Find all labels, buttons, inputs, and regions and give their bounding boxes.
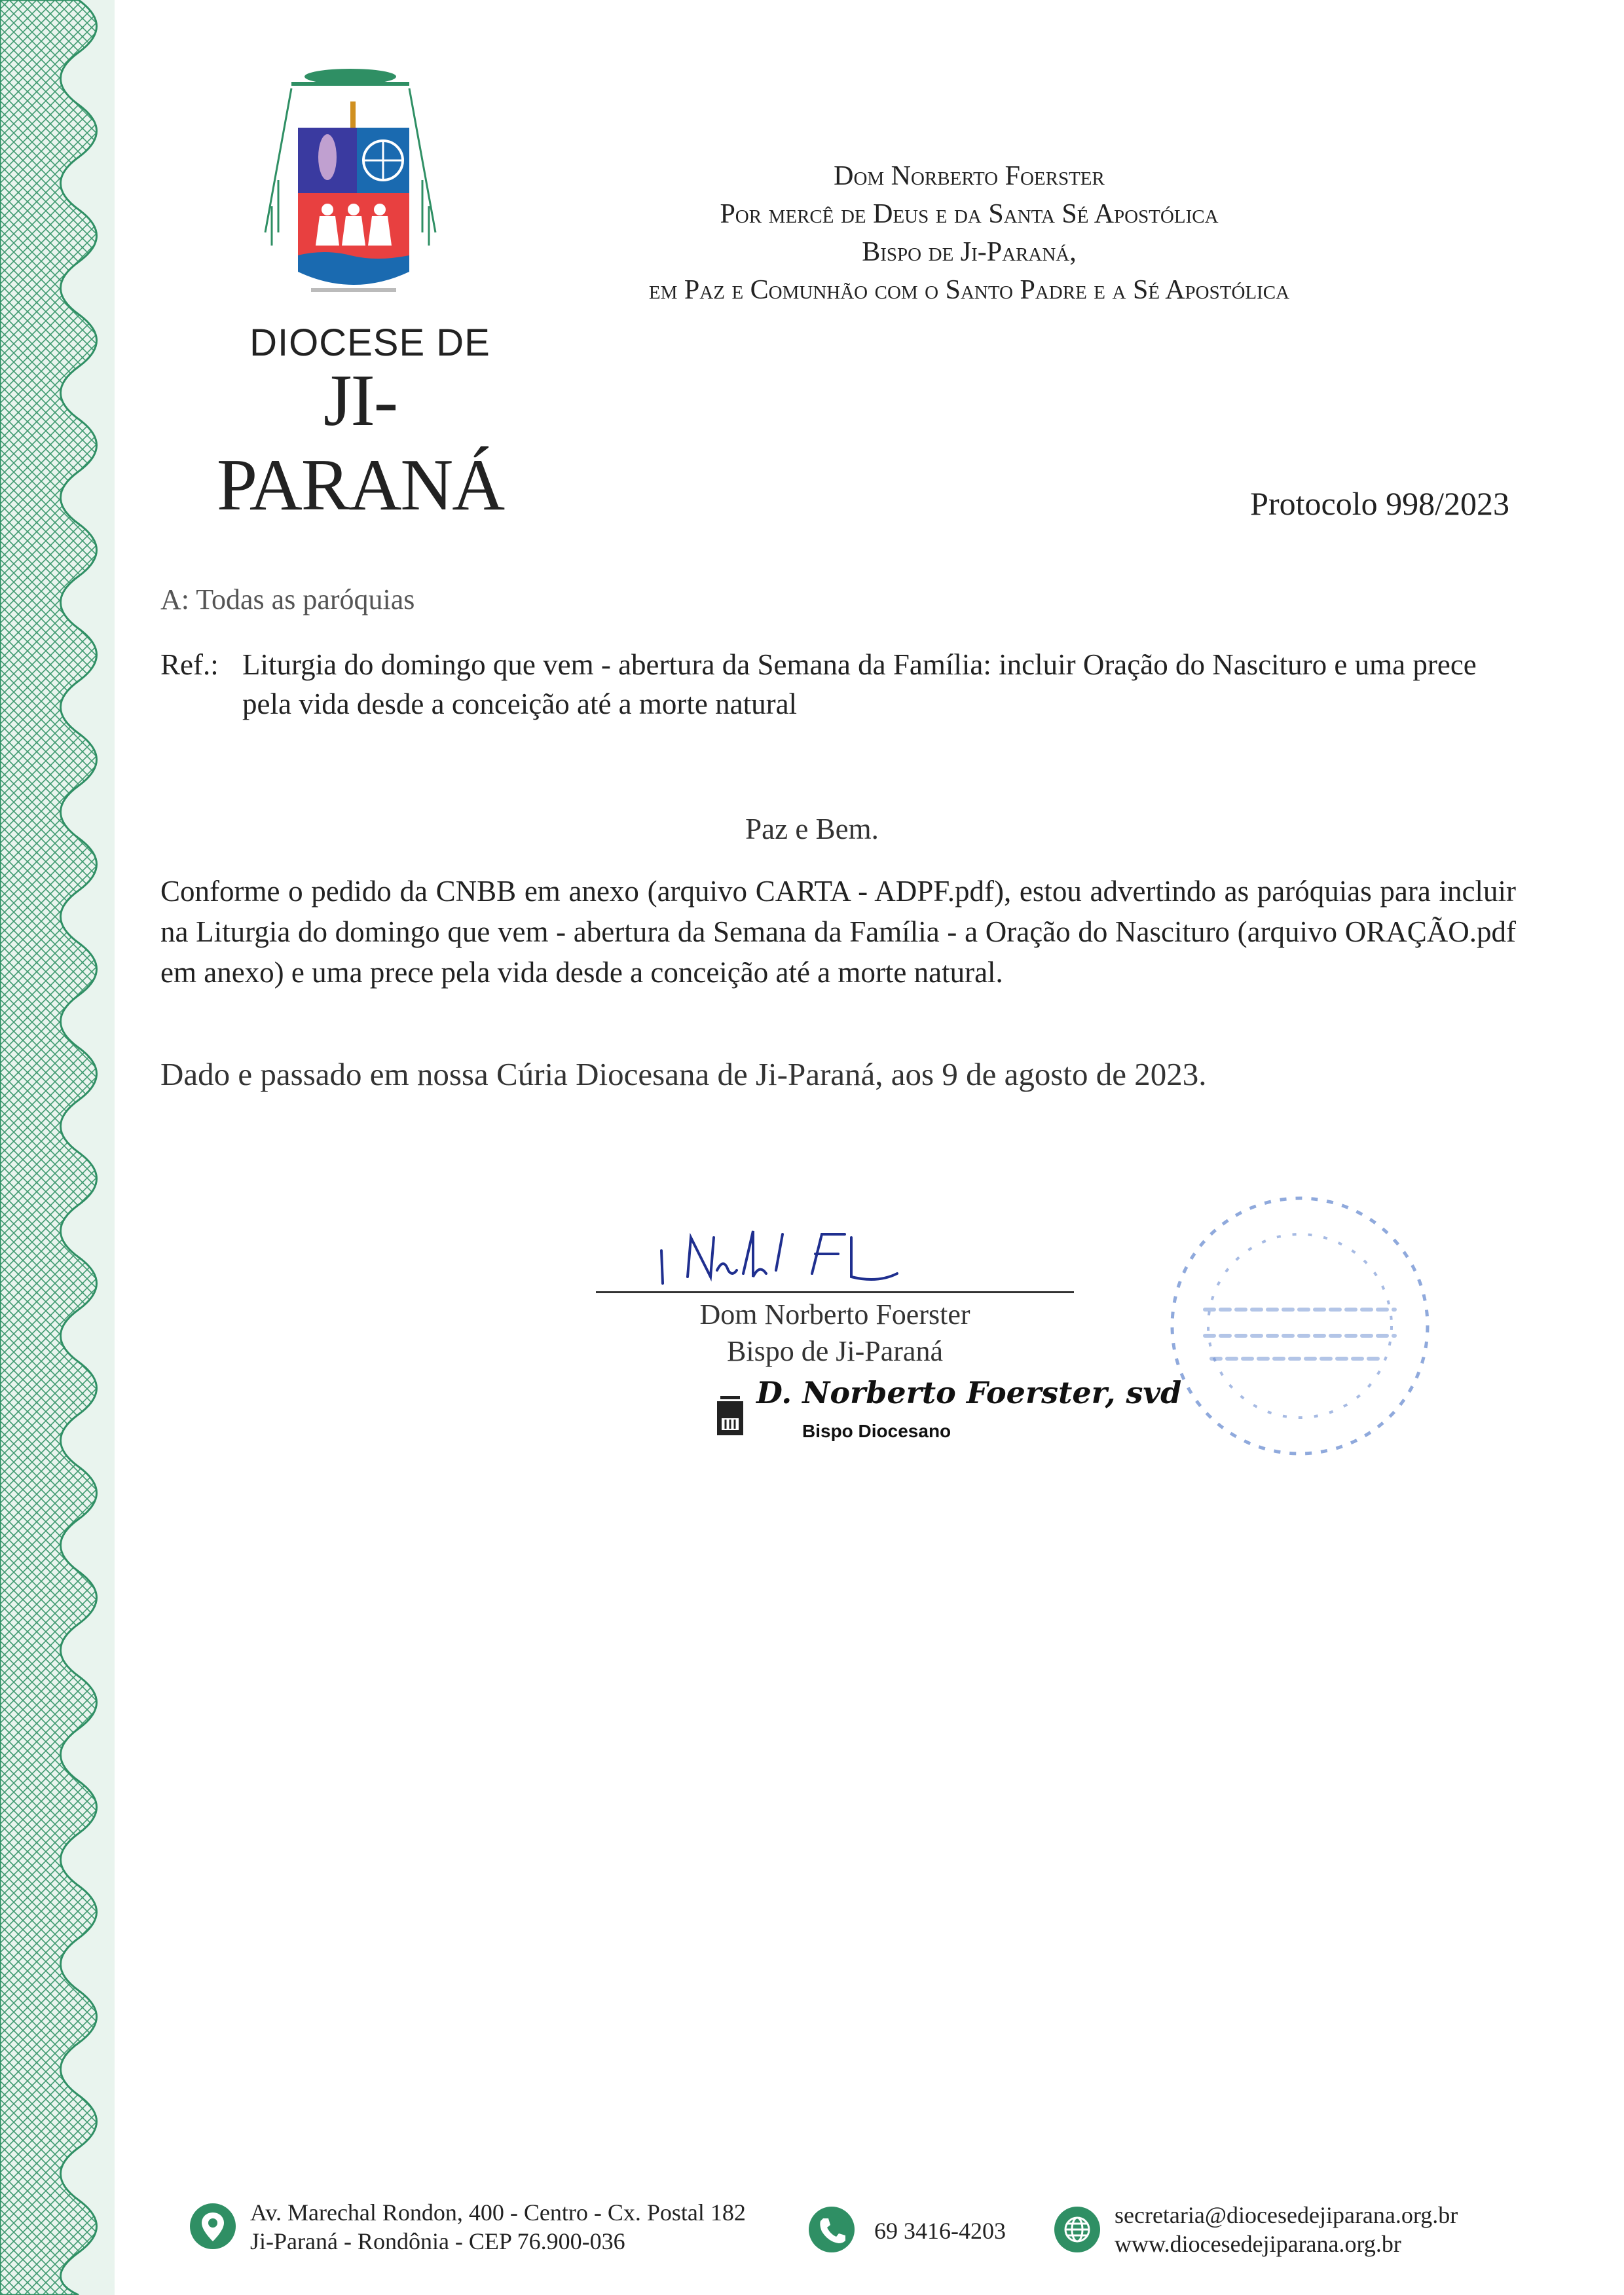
header-line-1: Dom Norberto Foerster — [834, 161, 1105, 191]
letterhead-header — [511, 157, 1428, 309]
header-line-2: Por mercê de Deus e da Santa Sé Apostólica — [720, 199, 1219, 229]
signatory-block — [596, 1296, 1074, 1370]
date-line: Dado e passado em nossa Cúria Diocesana de Ji-Paraná, aos 9 de agosto de 2023. — [160, 1056, 1207, 1092]
letter-body: Conforme o pedido da CNBB em anexo (arquivo CARTA - ADPF.pdf), estou advertindo as paróquias para incluir na Liturgia do domingo que vem - abertura da Semana da Família - a Oração do Nascituro (arquivo ORAÇÃO.pdf em anexo) e uma prece pela vida desde a conceição até a morte natural. — [160, 875, 1516, 989]
signature-line — [596, 1291, 1074, 1293]
decorative-border — [0, 0, 115, 2295]
stamp-signature: D. Norberto Foerster, svd — [756, 1375, 1182, 1410]
handwritten-signature-icon — [655, 1211, 904, 1303]
reference-text: Liturgia do domingo que vem - abertura da Semana da Família: incluir Oração do Nascituro e uma prece pela vida desde a conceição até a morte natural — [242, 648, 1477, 720]
signatory-title: Bispo de Ji-Paraná — [727, 1335, 943, 1367]
email-address: secretaria@diocesedejiparana.org.br — [1115, 2202, 1458, 2228]
recipient-line: A: Todas as paróquias — [160, 583, 415, 615]
diocese-seal-icon — [1159, 1185, 1441, 1467]
address-line-1: Av. Marechal Rondon, 400 - Centro - Cx. Postal 182 — [250, 2199, 746, 2226]
greeting: Paz e Bem. — [745, 813, 879, 845]
signatory-name: Dom Norberto Foerster — [699, 1298, 970, 1331]
protocol-number: Protocolo 998/2023 — [1250, 485, 1509, 522]
location-pin-icon — [190, 2203, 236, 2249]
diocese-name: JI-PARANÁ — [216, 360, 504, 526]
stamp-title: Bispo Diocesano — [802, 1421, 951, 1441]
globe-icon — [1054, 2207, 1100, 2252]
header-line-3: Bispo de Ji-Paraná, — [862, 237, 1077, 267]
address — [250, 2198, 746, 2256]
diocese-label: DIOCESE DE — [249, 321, 490, 364]
phone-icon — [809, 2207, 855, 2252]
phone-number: 69 3416-4203 — [874, 2218, 1006, 2244]
footer — [0, 2190, 1624, 2269]
website-address: www.diocesedejiparana.org.br — [1115, 2231, 1401, 2257]
address-line-2: Ji-Paraná - Rondônia - CEP 76.900-036 — [250, 2228, 625, 2254]
contact-web — [1115, 2201, 1458, 2258]
coat-of-arms-icon — [252, 62, 449, 311]
header-line-4: em Paz e Comunhão com o Santo Padre e a Sé Apostólica — [648, 275, 1290, 305]
reference-label: Ref.: — [160, 648, 219, 681]
coat-of-arms-stamp-icon — [714, 1393, 747, 1439]
